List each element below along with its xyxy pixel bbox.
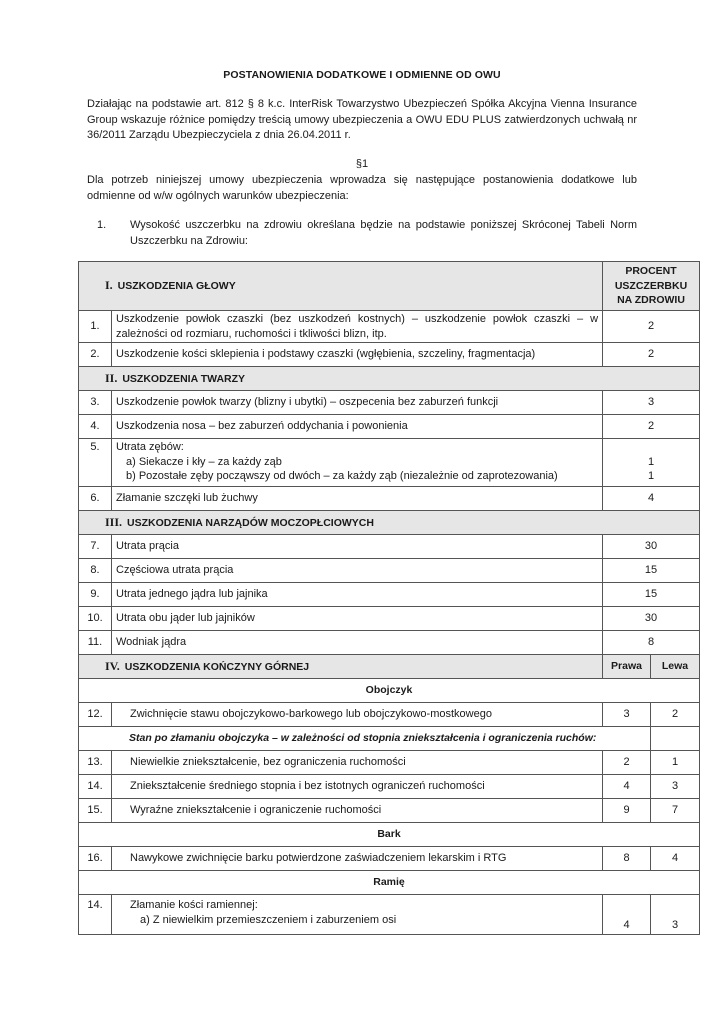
section-mark: §1 xyxy=(355,158,369,170)
row-percent-left: 3 xyxy=(651,775,700,799)
empty-cell xyxy=(651,727,700,751)
row-number: 6. xyxy=(79,487,112,511)
row-description: Uszkodzenie powłok czaszki (bez uszkodzeń kostnych) – uszkodzenie powłok czaszki – w zależności od rozmiaru, ruchomości i tkliwości blizn, itp. xyxy=(112,311,603,343)
section-label: USZKODZENIA GŁOWY xyxy=(117,280,236,293)
row-percent-right: 9 xyxy=(603,799,651,823)
row-percent: 2 xyxy=(603,311,700,343)
row-percent: 30 xyxy=(603,607,700,631)
table-row xyxy=(79,751,700,775)
row-percent-right: 3 xyxy=(603,703,651,727)
row-number: 1. xyxy=(79,311,112,343)
section-roman: I. xyxy=(105,278,113,293)
row-number: 15. xyxy=(79,799,112,823)
section-roman: II. xyxy=(105,370,118,385)
section-roman: IV. xyxy=(105,658,120,673)
row-description: Uszkodzenia nosa – bez zaburzeń oddychania i powonienia xyxy=(112,415,603,439)
table-row xyxy=(79,559,700,583)
row-percent-right: 8 xyxy=(603,847,651,871)
row-number: 16. xyxy=(79,847,112,871)
row-percent-left: 2 xyxy=(651,703,700,727)
row-percent-right: 2 xyxy=(603,751,651,775)
note-row xyxy=(79,727,700,751)
row-number: 8. xyxy=(79,559,112,583)
row-description: Niewielkie zniekształcenie, bez ograniczenia ruchomości xyxy=(112,751,603,775)
percent-header-line: NA ZDROWIU xyxy=(617,294,685,307)
row-percent-left: 4 xyxy=(651,847,700,871)
row-number: 4. xyxy=(79,415,112,439)
row-description: Częściowa utrata prącia xyxy=(112,559,603,583)
row-number: 12. xyxy=(79,703,112,727)
row-percent: 3 xyxy=(603,391,700,415)
row-description: Utrata prącia xyxy=(112,535,603,559)
row-percent: 2 xyxy=(603,415,700,439)
row-description: Wyraźne zniekształcenie i ograniczenie ruchomości xyxy=(112,799,603,823)
row-description: Zniekształcenie średniego stopnia i bez istotnych ograniczeń ruchomości xyxy=(112,775,603,799)
section-title xyxy=(79,367,700,391)
table-row xyxy=(79,895,700,935)
row-description xyxy=(112,439,603,487)
section-header-row xyxy=(79,511,700,535)
subsection-row xyxy=(79,823,700,847)
subsection-title: Ramię xyxy=(79,871,700,895)
note-text: Stan po złamaniu obojczyka – w zależności od stopnia zniekształcenia i ograniczenia ruchów: xyxy=(79,727,651,751)
row-description: Wodniak jądra xyxy=(112,631,603,655)
row-percent: 2 xyxy=(603,343,700,367)
subsection-title: Obojczyk xyxy=(79,679,700,703)
percent-header xyxy=(603,262,700,311)
section-title xyxy=(79,655,603,679)
section-label: USZKODZENIA NARZĄDÓW MOCZOPŁCIOWYCH xyxy=(127,516,374,529)
point-number: 1. xyxy=(97,219,107,231)
row-sub-item: b) Pozostałe zęby począwszy od dwóch – za każdy ząb (niezależnie od zaprotezowania) xyxy=(126,470,558,482)
row-number: 14. xyxy=(79,775,112,799)
row-sub-item: a) Siekacze i kły – za każdy ząb xyxy=(126,455,282,468)
row-number: 9. xyxy=(79,583,112,607)
row-number: 2. xyxy=(79,343,112,367)
row-description: Utrata jednego jądra lub jajnika xyxy=(112,583,603,607)
subsection-title: Bark xyxy=(79,823,700,847)
table-row xyxy=(79,847,700,871)
row-description: Uszkodzenie kości sklepienia i podstawy czaszki (wgłębienia, szczeliny, fragmentacja) xyxy=(112,343,603,367)
row-percent-left: 3 xyxy=(651,895,700,935)
section-title xyxy=(79,262,603,311)
table-row xyxy=(79,487,700,511)
table-row xyxy=(79,775,700,799)
row-percent-b: 1 xyxy=(647,470,655,482)
section-header-row xyxy=(79,367,700,391)
row-number: 14. xyxy=(79,895,112,935)
row-description: Uszkodzenie powłok twarzy (blizny i ubytki) – oszpecenia bez zaburzeń funkcji xyxy=(112,391,603,415)
row-number: 11. xyxy=(79,631,112,655)
row-percent-right: 4 xyxy=(603,775,651,799)
row-description: Nawykowe zwichnięcie barku potwierdzone zaświadczeniem lekarskim i RTG xyxy=(112,847,603,871)
table-row xyxy=(79,535,700,559)
section-label: USZKODZENIA TWARZY xyxy=(122,372,246,385)
row-percent-left: 1 xyxy=(651,751,700,775)
row-number: 13. xyxy=(79,751,112,775)
row-percent: 8 xyxy=(603,631,700,655)
point-text: Wysokość uszczerbku na zdrowiu określana będzie na podstawie poniższej Skróconej Tabeli Norm Uszczerbku na Zdrowiu: xyxy=(130,219,637,247)
table-row xyxy=(79,415,700,439)
row-percent-right: 4 xyxy=(603,895,651,935)
row-description: Zwichnięcie stawu obojczykowo-barkowego lub obojczykowo-mostkowego xyxy=(112,703,603,727)
table-row xyxy=(79,631,700,655)
row-number: 7. xyxy=(79,535,112,559)
section-header-row xyxy=(79,655,700,679)
table-row xyxy=(79,391,700,415)
table-row xyxy=(79,583,700,607)
row-number: 5. xyxy=(79,439,112,487)
document-title: POSTANOWIENIA DODATKOWE I ODMIENNE OD OWU xyxy=(223,69,501,81)
row-percent: 15 xyxy=(603,583,700,607)
section-paragraph: Dla potrzeb niniejszej umowy ubezpieczenia wprowadza się następujące postanowienia dodatkowe lub odmienne od w/w ogólnych warunków ubezpieczenia: xyxy=(87,174,637,202)
row-percent: 4 xyxy=(603,487,700,511)
table-row xyxy=(79,439,700,487)
row-number: 10. xyxy=(79,607,112,631)
subsection-row xyxy=(79,679,700,703)
section-roman: III. xyxy=(105,514,123,529)
row-percent: 15 xyxy=(603,559,700,583)
row-percent: 30 xyxy=(603,535,700,559)
table-row xyxy=(79,799,700,823)
row-description-main: Utrata zębów: xyxy=(116,441,184,453)
section-header-row xyxy=(79,262,700,311)
row-description: Złamanie szczęki lub żuchwy xyxy=(112,487,603,511)
row-description xyxy=(112,895,603,935)
percent-header-line: USZCZERBKU xyxy=(614,279,688,292)
section-title xyxy=(79,511,700,535)
table-row xyxy=(79,703,700,727)
table-row xyxy=(79,343,700,367)
row-number: 3. xyxy=(79,391,112,415)
table-row xyxy=(79,607,700,631)
row-description: Utrata obu jąder lub jajników xyxy=(112,607,603,631)
subsection-row xyxy=(79,871,700,895)
injury-norms-table xyxy=(78,261,700,935)
percent-header-line: PROCENT xyxy=(625,265,677,278)
row-percent xyxy=(603,439,700,487)
row-percent-left: 7 xyxy=(651,799,700,823)
intro-paragraph: Działając na podstawie art. 812 § 8 k.c. InterRisk Towarzystwo Ubezpieczeń Spółka Akcyjna Vienna Insurance Group wskazuje różnice pomiędzy treścią umowy ubezpieczenia a OWU EDU PLUS zatwierdzonych uchwałą nr 36/2011 Zarządu Ubezpieczyciela z dnia 26.04.2011 r. xyxy=(87,98,637,141)
row-description-main: Złamanie kości ramiennej: xyxy=(130,899,258,911)
row-percent-a: 1 xyxy=(647,455,655,468)
section-label: USZKODZENIA KOŃCZYNY GÓRNEJ xyxy=(124,660,310,673)
column-right-label: Prawa xyxy=(603,655,651,679)
column-left-label: Lewa xyxy=(651,655,700,679)
row-sub-item: a) Z niewielkim przemieszczeniem i zaburzeniem osi xyxy=(140,913,397,926)
table-row xyxy=(79,311,700,343)
